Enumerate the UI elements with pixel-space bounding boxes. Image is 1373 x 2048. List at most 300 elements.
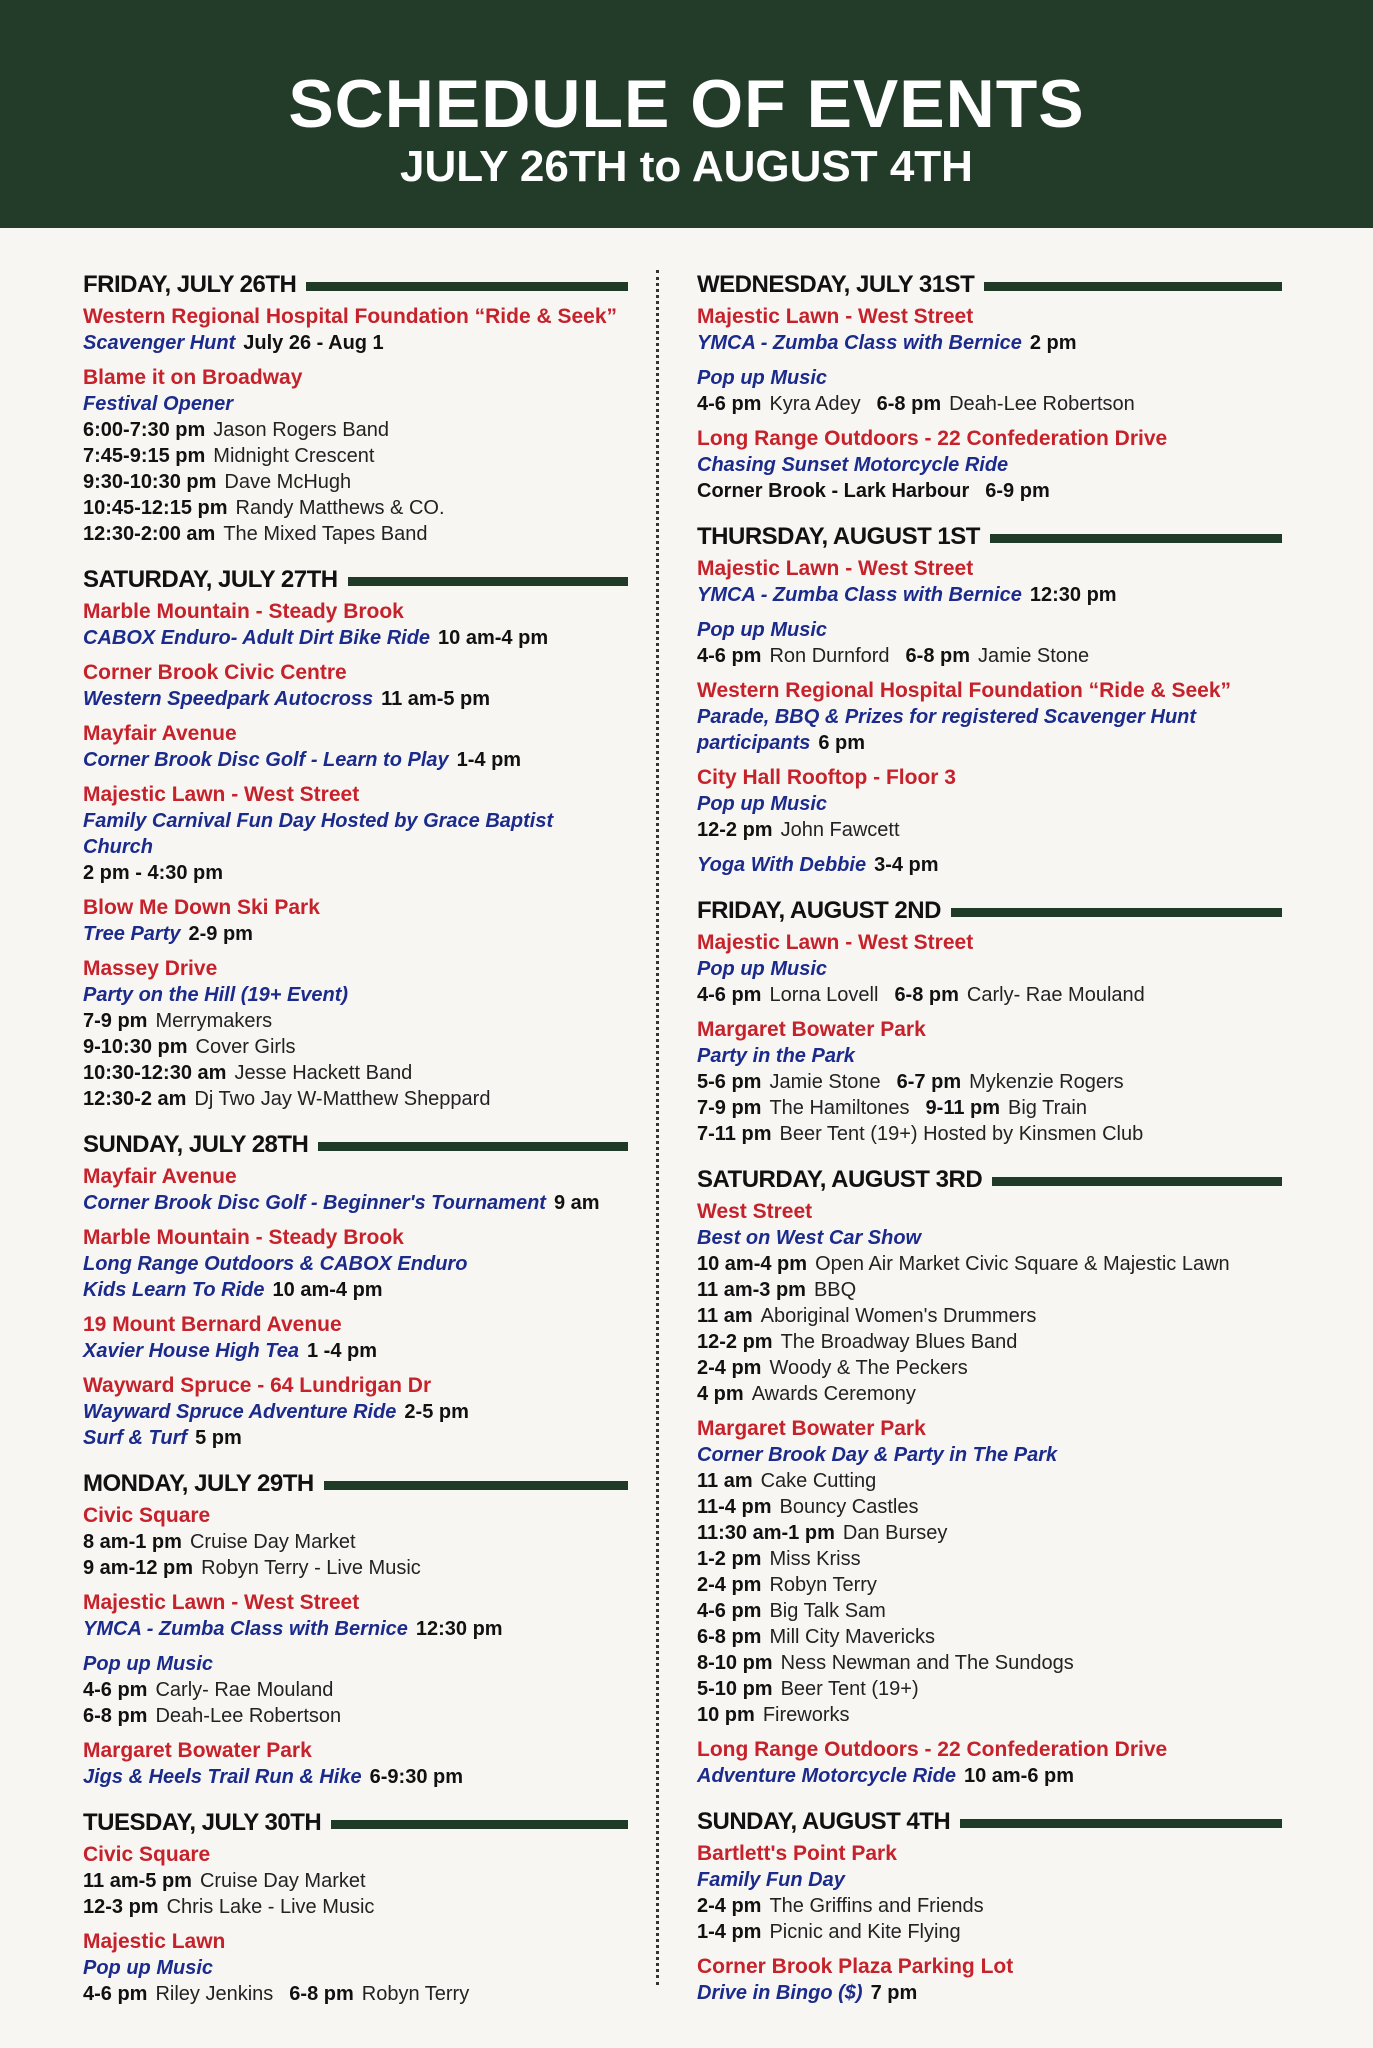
performance-line bbox=[83, 1703, 628, 1729]
performance-line bbox=[697, 1303, 1282, 1329]
event bbox=[697, 930, 1282, 1008]
performance-time: 10:45-12:15 pm bbox=[83, 497, 228, 519]
performance-time: 12-3 pm bbox=[83, 1896, 159, 1918]
performance-time: 5-6 pm bbox=[697, 1071, 762, 1093]
performance-act: Chris Lake - Live Music bbox=[166, 1896, 375, 1918]
performance-time: 4 pm bbox=[697, 1383, 744, 1405]
event-title-text: Kids Learn To Ride bbox=[83, 1279, 265, 1301]
performance-act: The Mixed Tapes Band bbox=[223, 523, 428, 545]
performance-act: Woody & The Peckers bbox=[769, 1357, 968, 1379]
performance-time: 8 am-1 pm bbox=[83, 1531, 182, 1553]
event bbox=[83, 304, 628, 356]
event-title bbox=[83, 982, 628, 1008]
performance-line bbox=[83, 1034, 628, 1060]
event bbox=[697, 1416, 1282, 1728]
event-title-text: Corner Brook Disc Golf - Learn to Play bbox=[83, 749, 449, 771]
event-title-text: Corner Brook Disc Golf - Beginner's Tournament bbox=[83, 1192, 546, 1214]
day-label: FRIDAY, AUGUST 2ND bbox=[697, 897, 941, 924]
event-location: Majestic Lawn - West Street bbox=[83, 783, 360, 806]
performance-act: Robyn Terry bbox=[361, 1983, 470, 2005]
event-title bbox=[697, 1043, 1282, 1069]
performance-act: BBQ bbox=[813, 1279, 857, 1301]
event-location: Corner Brook Plaza Parking Lot bbox=[697, 1955, 1014, 1978]
event-title bbox=[83, 391, 628, 417]
event-location: 19 Mount Bernard Avenue bbox=[83, 1313, 342, 1336]
performance-time: 9 am-12 pm bbox=[83, 1557, 194, 1579]
performance-act: Ron Durnford bbox=[769, 645, 890, 667]
performance-line bbox=[83, 1981, 628, 2007]
day-heading bbox=[83, 270, 628, 300]
performance-time: 2-4 pm bbox=[697, 1574, 762, 1596]
performance-time: 11 am-5 pm bbox=[83, 1870, 192, 1892]
event-title bbox=[697, 704, 1282, 756]
event bbox=[697, 1737, 1282, 1789]
performance-line bbox=[697, 1277, 1282, 1303]
event bbox=[697, 1954, 1282, 2006]
day-label: THURSDAY, AUGUST 1ST bbox=[697, 523, 980, 550]
event-location: Civic Square bbox=[83, 1504, 211, 1527]
event-location: Majestic Lawn - West Street bbox=[697, 557, 974, 580]
event-location: Margaret Bowater Park bbox=[83, 1739, 312, 1762]
performance-act: Cake Cutting bbox=[760, 1470, 877, 1492]
event-title-text: Pop up Music bbox=[83, 1957, 213, 1979]
performance-act: Jason Rogers Band bbox=[213, 419, 389, 441]
event-title bbox=[83, 1190, 628, 1216]
performance-time: 6-8 pm bbox=[905, 645, 970, 667]
performance-act: Robyn Terry bbox=[769, 1574, 877, 1596]
performance-time: 12-2 pm bbox=[697, 1331, 773, 1353]
performance-time: Corner Brook - Lark Harbour bbox=[697, 480, 970, 502]
day-heading bbox=[83, 1808, 628, 1838]
event-time: 12:30 pm bbox=[1029, 584, 1117, 606]
event-title bbox=[83, 921, 628, 947]
heading-bar bbox=[990, 534, 1282, 543]
event-title bbox=[83, 1651, 628, 1677]
event-time: 10 am-4 pm bbox=[438, 627, 549, 649]
performance-act: Dan Bursey bbox=[842, 1522, 948, 1544]
day-section bbox=[697, 522, 1282, 878]
event-title-text: Surf & Turf bbox=[83, 1427, 188, 1449]
event-title bbox=[697, 452, 1282, 478]
performance-act: The Griffins and Friends bbox=[769, 1895, 984, 1917]
day-heading bbox=[697, 1807, 1282, 1837]
performance-time: 6-8 pm bbox=[894, 984, 959, 1006]
performance-line bbox=[83, 1677, 628, 1703]
event-title bbox=[697, 582, 1282, 608]
event-time: 5 pm bbox=[195, 1427, 242, 1449]
performance-line bbox=[697, 1893, 1282, 1919]
event-title bbox=[697, 956, 1282, 982]
performance-line bbox=[83, 417, 628, 443]
event-title-text: Wayward Spruce Adventure Ride bbox=[83, 1401, 397, 1423]
performance-time: 4-6 pm bbox=[83, 1983, 148, 2005]
page-title: SCHEDULE OF EVENTS bbox=[288, 66, 1085, 142]
performance-line bbox=[83, 1008, 628, 1034]
day-label: SATURDAY, AUGUST 3RD bbox=[697, 1166, 983, 1193]
performance-act: Open Air Market Civic Square & Majestic Lawn bbox=[815, 1253, 1230, 1275]
performance-act: Cover Girls bbox=[195, 1036, 296, 1058]
event-title-text: Scavenger Hunt bbox=[83, 332, 236, 354]
performance-time: 10 am-4 pm bbox=[697, 1253, 808, 1275]
event bbox=[83, 956, 628, 1112]
performance-act: Carly- Rae Mouland bbox=[155, 1679, 334, 1701]
event-location: Long Range Outdoors - 22 Confederation Drive bbox=[697, 427, 1168, 450]
event bbox=[83, 1225, 628, 1303]
performance-time: 6-8 pm bbox=[876, 393, 942, 415]
heading-bar bbox=[348, 577, 628, 586]
event-title bbox=[697, 1763, 1282, 1789]
performance-line bbox=[697, 1546, 1282, 1572]
performance-time: 9:30-10:30 pm bbox=[83, 471, 217, 493]
banner-torn-edge bbox=[0, 228, 1373, 252]
event-location: Majestic Lawn - West Street bbox=[83, 1591, 360, 1614]
performance-act: Deah-Lee Robertson bbox=[949, 393, 1135, 415]
event-time: 1 -4 pm bbox=[307, 1340, 378, 1362]
event-title-text: Drive in Bingo ($) bbox=[697, 1982, 863, 2004]
event-title bbox=[83, 686, 628, 712]
event-title bbox=[697, 1442, 1282, 1468]
event bbox=[83, 365, 628, 547]
performance-act: Aboriginal Women's Drummers bbox=[760, 1305, 1037, 1327]
performance-line bbox=[83, 495, 628, 521]
event bbox=[83, 895, 628, 947]
heading-bar bbox=[960, 1819, 1282, 1828]
event-location: Blow Me Down Ski Park bbox=[83, 896, 320, 919]
performance-time: 10:30-12:30 am bbox=[83, 1062, 227, 1084]
performance-act: Cruise Day Market bbox=[199, 1870, 366, 1892]
event-title-text: Yoga With Debbie bbox=[697, 854, 867, 876]
performance-line bbox=[697, 1251, 1282, 1277]
event-location: City Hall Rooftop - Floor 3 bbox=[697, 766, 956, 789]
event bbox=[83, 782, 628, 886]
performance-act: Big Talk Sam bbox=[769, 1600, 886, 1622]
event-time: 12:30 pm bbox=[415, 1618, 503, 1640]
performance-time: 11 am bbox=[697, 1470, 753, 1492]
event-title-text: Festival Opener bbox=[83, 393, 234, 415]
performance-line bbox=[697, 1919, 1282, 1945]
day-section bbox=[83, 1130, 628, 1451]
performance-act: Deah-Lee Robertson bbox=[155, 1705, 342, 1727]
event bbox=[697, 365, 1282, 417]
performance-act: Awards Ceremony bbox=[751, 1383, 916, 1405]
performance-line bbox=[697, 478, 1282, 504]
day-heading bbox=[83, 1469, 628, 1499]
day-section bbox=[83, 1469, 628, 1790]
performance-time: 11-4 pm bbox=[697, 1496, 772, 1518]
performance-line bbox=[83, 1894, 628, 1920]
event bbox=[697, 617, 1282, 669]
event-title-text: Pop up Music bbox=[83, 1653, 213, 1675]
heading-bar bbox=[951, 908, 1282, 917]
event-title bbox=[697, 330, 1282, 356]
event-title-text: YMCA - Zumba Class with Bernice bbox=[697, 332, 1022, 354]
day-label: SATURDAY, JULY 27TH bbox=[83, 566, 338, 593]
performance-line bbox=[83, 1555, 628, 1581]
day-section bbox=[697, 1165, 1282, 1789]
performance-time: 12:30-2 am bbox=[83, 1088, 187, 1110]
event bbox=[697, 304, 1282, 356]
performance-line bbox=[697, 1572, 1282, 1598]
event-location: Marble Mountain - Steady Brook bbox=[83, 600, 404, 623]
event-location: Massey Drive bbox=[83, 957, 218, 980]
event-title bbox=[83, 1338, 628, 1364]
column-divider bbox=[656, 270, 659, 1985]
day-label: SUNDAY, AUGUST 4TH bbox=[697, 1808, 951, 1835]
performance-act: Cruise Day Market bbox=[189, 1531, 356, 1553]
event-title-text: Family Fun Day bbox=[697, 1869, 845, 1891]
event-title bbox=[697, 1980, 1282, 2006]
performance-line bbox=[697, 1468, 1282, 1494]
performance-act: Jesse Hackett Band bbox=[234, 1062, 413, 1084]
event-title bbox=[83, 808, 628, 860]
day-label: MONDAY, JULY 29TH bbox=[83, 1470, 314, 1497]
event-title-text: Adventure Motorcycle Ride bbox=[697, 1765, 956, 1787]
event-title bbox=[83, 1616, 628, 1642]
event-location: Long Range Outdoors - 22 Confederation Drive bbox=[697, 1738, 1168, 1761]
performance-time: 7-9 pm bbox=[83, 1010, 148, 1032]
event-time: 10 am-4 pm bbox=[272, 1279, 383, 1301]
performance-time: 6-8 pm bbox=[697, 1626, 762, 1648]
performance-line bbox=[697, 391, 1282, 417]
event bbox=[697, 426, 1282, 504]
performance-act: Beer Tent (19+) Hosted by Kinsmen Club bbox=[779, 1123, 1144, 1145]
performance-line bbox=[697, 1329, 1282, 1355]
performance-time: 5-10 pm bbox=[697, 1678, 773, 1700]
event-time: 2-9 pm bbox=[188, 923, 253, 945]
heading-bar bbox=[992, 1177, 1282, 1186]
performance-line bbox=[697, 1095, 1282, 1121]
performance-time: 6-8 pm bbox=[289, 1983, 354, 2005]
performance-time: 4-6 pm bbox=[697, 1600, 762, 1622]
event bbox=[83, 721, 628, 773]
performance-line bbox=[697, 982, 1282, 1008]
event-title-text: Jigs & Heels Trail Run & Hike bbox=[83, 1766, 362, 1788]
performance-line bbox=[697, 1494, 1282, 1520]
performance-line bbox=[697, 817, 1282, 843]
performance-line bbox=[83, 860, 628, 886]
performance-time: 11 am-3 pm bbox=[697, 1279, 806, 1301]
performance-line bbox=[83, 1529, 628, 1555]
event-location: Western Regional Hospital Foundation “Ride & Seek” bbox=[83, 305, 618, 328]
performance-act: Carly- Rae Mouland bbox=[966, 984, 1145, 1006]
performance-act: Mill City Mavericks bbox=[769, 1626, 936, 1648]
performance-time: 7-9 pm bbox=[697, 1097, 762, 1119]
heading-bar bbox=[331, 1820, 628, 1829]
day-section bbox=[697, 270, 1282, 504]
event-title bbox=[697, 365, 1282, 391]
event-time: 2 pm bbox=[1029, 332, 1077, 354]
performance-time: 9-10:30 pm bbox=[83, 1036, 188, 1058]
event-location: Bartlett's Point Park bbox=[697, 1842, 897, 1865]
event-time: 1-4 pm bbox=[456, 749, 522, 771]
event bbox=[83, 1373, 628, 1451]
event-location: West Street bbox=[697, 1200, 813, 1223]
day-section bbox=[83, 270, 628, 547]
event-title-text: Long Range Outdoors & CABOX Enduro bbox=[83, 1253, 468, 1275]
day-heading bbox=[697, 270, 1282, 300]
performance-line bbox=[83, 1086, 628, 1112]
performance-act: Robyn Terry - Live Music bbox=[201, 1557, 421, 1579]
event-title bbox=[83, 1277, 628, 1303]
performance-line bbox=[697, 1598, 1282, 1624]
performance-time: 12:30-2:00 am bbox=[83, 523, 216, 545]
event-title bbox=[83, 1425, 628, 1451]
event-title-text: Parade, BBQ & Prizes for registered Scavenger Hunt participants bbox=[697, 706, 1197, 754]
event bbox=[697, 1017, 1282, 1147]
event-title-text: Family Carnival Fun Day Hosted by Grace Baptist Church bbox=[83, 810, 554, 858]
performance-act: Lorna Lovell bbox=[769, 984, 879, 1006]
event-location: Mayfair Avenue bbox=[83, 722, 237, 745]
performance-act: The Hamiltones bbox=[769, 1097, 910, 1119]
event-title-text: Tree Party bbox=[83, 923, 181, 945]
event-title-text: Pop up Music bbox=[697, 367, 827, 389]
performance-time: 7:45-9:15 pm bbox=[83, 445, 206, 467]
performance-line bbox=[83, 443, 628, 469]
performance-line bbox=[83, 1060, 628, 1086]
performance-line bbox=[697, 1650, 1282, 1676]
performance-time: 4-6 pm bbox=[697, 984, 762, 1006]
day-section bbox=[83, 1808, 628, 2007]
day-heading bbox=[697, 896, 1282, 926]
event-time: 6-9:30 pm bbox=[369, 1766, 463, 1788]
event bbox=[697, 765, 1282, 843]
performance-act: Big Train bbox=[1008, 1097, 1087, 1119]
heading-bar bbox=[984, 282, 1282, 291]
performance-act: Fireworks bbox=[762, 1704, 850, 1726]
page-subtitle: JULY 26TH to AUGUST 4TH bbox=[400, 142, 973, 191]
event-location: Mayfair Avenue bbox=[83, 1165, 237, 1188]
event-time: 11 am-5 pm bbox=[381, 688, 491, 710]
event bbox=[697, 1841, 1282, 1945]
performance-line bbox=[697, 1702, 1282, 1728]
event-time: 7 pm bbox=[870, 1982, 918, 2004]
event bbox=[697, 852, 1282, 878]
performance-act: Picnic and Kite Flying bbox=[769, 1921, 961, 1943]
event-location: Majestic Lawn - West Street bbox=[697, 305, 974, 328]
day-label: SUNDAY, JULY 28TH bbox=[83, 1131, 309, 1158]
event bbox=[83, 1738, 628, 1790]
event-title-text: YMCA - Zumba Class with Bernice bbox=[83, 1618, 408, 1640]
heading-bar bbox=[318, 1142, 628, 1151]
event-time: 6 pm bbox=[818, 732, 866, 754]
event-location: Marble Mountain - Steady Brook bbox=[83, 1226, 404, 1249]
event-title bbox=[697, 617, 1282, 643]
performance-line bbox=[697, 1381, 1282, 1407]
performance-time: 9-11 pm bbox=[925, 1097, 1001, 1119]
performance-line bbox=[83, 1868, 628, 1894]
event bbox=[83, 1842, 628, 1920]
performance-time: 6-9 pm bbox=[985, 480, 1050, 502]
performance-act: Dj Two Jay W-Matthew Sheppard bbox=[194, 1088, 491, 1110]
day-section bbox=[697, 896, 1282, 1147]
event-location: Majestic Lawn - West Street bbox=[697, 931, 974, 954]
event bbox=[83, 599, 628, 651]
event bbox=[83, 1312, 628, 1364]
event-title bbox=[83, 747, 628, 773]
header-banner bbox=[0, 0, 1373, 238]
performance-time: 12-2 pm bbox=[697, 819, 773, 841]
performance-act: Randy Matthews & CO. bbox=[235, 497, 445, 519]
event bbox=[83, 1929, 628, 2007]
event-title bbox=[83, 1399, 628, 1425]
event-title bbox=[697, 1867, 1282, 1893]
performance-line bbox=[697, 1676, 1282, 1702]
performance-line bbox=[83, 469, 628, 495]
performance-line bbox=[697, 1520, 1282, 1546]
day-section bbox=[83, 565, 628, 1112]
event-location: Corner Brook Civic Centre bbox=[83, 661, 347, 684]
event-title bbox=[83, 1251, 628, 1277]
performance-act: Beer Tent (19+) bbox=[780, 1678, 919, 1700]
event-location: Western Regional Hospital Foundation “Ride & Seek” bbox=[697, 679, 1232, 702]
day-label: WEDNESDAY, JULY 31ST bbox=[697, 271, 975, 298]
performance-line bbox=[83, 521, 628, 547]
event-title-text: Best on West Car Show bbox=[697, 1227, 922, 1249]
performance-line bbox=[697, 1069, 1282, 1095]
event-title-text: Western Speedpark Autocross bbox=[83, 688, 374, 710]
performance-time: 8-10 pm bbox=[697, 1652, 773, 1674]
performance-act: Bouncy Castles bbox=[779, 1496, 919, 1518]
performance-act: Ness Newman and The Sundogs bbox=[780, 1652, 1074, 1674]
heading-bar bbox=[306, 282, 628, 291]
event-title bbox=[83, 1955, 628, 1981]
performance-line bbox=[697, 643, 1282, 669]
performance-act: John Fawcett bbox=[780, 819, 900, 841]
performance-time: 1-4 pm bbox=[697, 1921, 762, 1943]
performance-act: Jamie Stone bbox=[978, 645, 1090, 667]
performance-act: Miss Kriss bbox=[769, 1548, 861, 1570]
event-time: 2-5 pm bbox=[404, 1401, 469, 1423]
event-title bbox=[697, 852, 1282, 878]
event-location: Wayward Spruce - 64 Lundrigan Dr bbox=[83, 1374, 432, 1397]
event-location: Civic Square bbox=[83, 1843, 211, 1866]
performance-time: 2-4 pm bbox=[697, 1895, 762, 1917]
event-title-text: Pop up Music bbox=[697, 619, 827, 641]
event-title-text: Party in the Park bbox=[697, 1045, 855, 1067]
event-time: 10 am-6 pm bbox=[963, 1765, 1075, 1787]
event-title-text: Pop up Music bbox=[697, 958, 827, 980]
performance-act: Jamie Stone bbox=[769, 1071, 881, 1093]
event bbox=[83, 1651, 628, 1729]
event bbox=[83, 660, 628, 712]
event-location: Margaret Bowater Park bbox=[697, 1018, 926, 1041]
event-time: July 26 - Aug 1 bbox=[243, 332, 384, 354]
day-section bbox=[697, 1807, 1282, 2006]
performance-act: Kyra Adey bbox=[769, 393, 861, 415]
event-title bbox=[83, 625, 628, 651]
event-title bbox=[83, 1764, 628, 1790]
event bbox=[697, 556, 1282, 608]
event-location: Majestic Lawn bbox=[83, 1930, 226, 1953]
performance-time: 2 pm - 4:30 pm bbox=[83, 862, 224, 884]
performance-time: 4-6 pm bbox=[697, 645, 762, 667]
performance-line bbox=[697, 1624, 1282, 1650]
event-title-text: Corner Brook Day & Party in The Park bbox=[697, 1444, 1058, 1466]
event-title bbox=[83, 330, 628, 356]
event bbox=[83, 1503, 628, 1581]
schedule-right-column bbox=[697, 270, 1282, 2024]
event bbox=[697, 678, 1282, 756]
event-title-text: Chasing Sunset Motorcycle Ride bbox=[697, 454, 1009, 476]
performance-time: 6-8 pm bbox=[83, 1705, 148, 1727]
event-location: Margaret Bowater Park bbox=[697, 1417, 926, 1440]
event-time: 9 am bbox=[553, 1192, 600, 1214]
event-location: Blame it on Broadway bbox=[83, 366, 303, 389]
performance-time: 6-7 pm bbox=[896, 1071, 962, 1093]
performance-time: 11:30 am-1 pm bbox=[697, 1522, 835, 1544]
day-label: FRIDAY, JULY 26TH bbox=[83, 271, 297, 298]
day-label: TUESDAY, JULY 30TH bbox=[83, 1809, 322, 1836]
